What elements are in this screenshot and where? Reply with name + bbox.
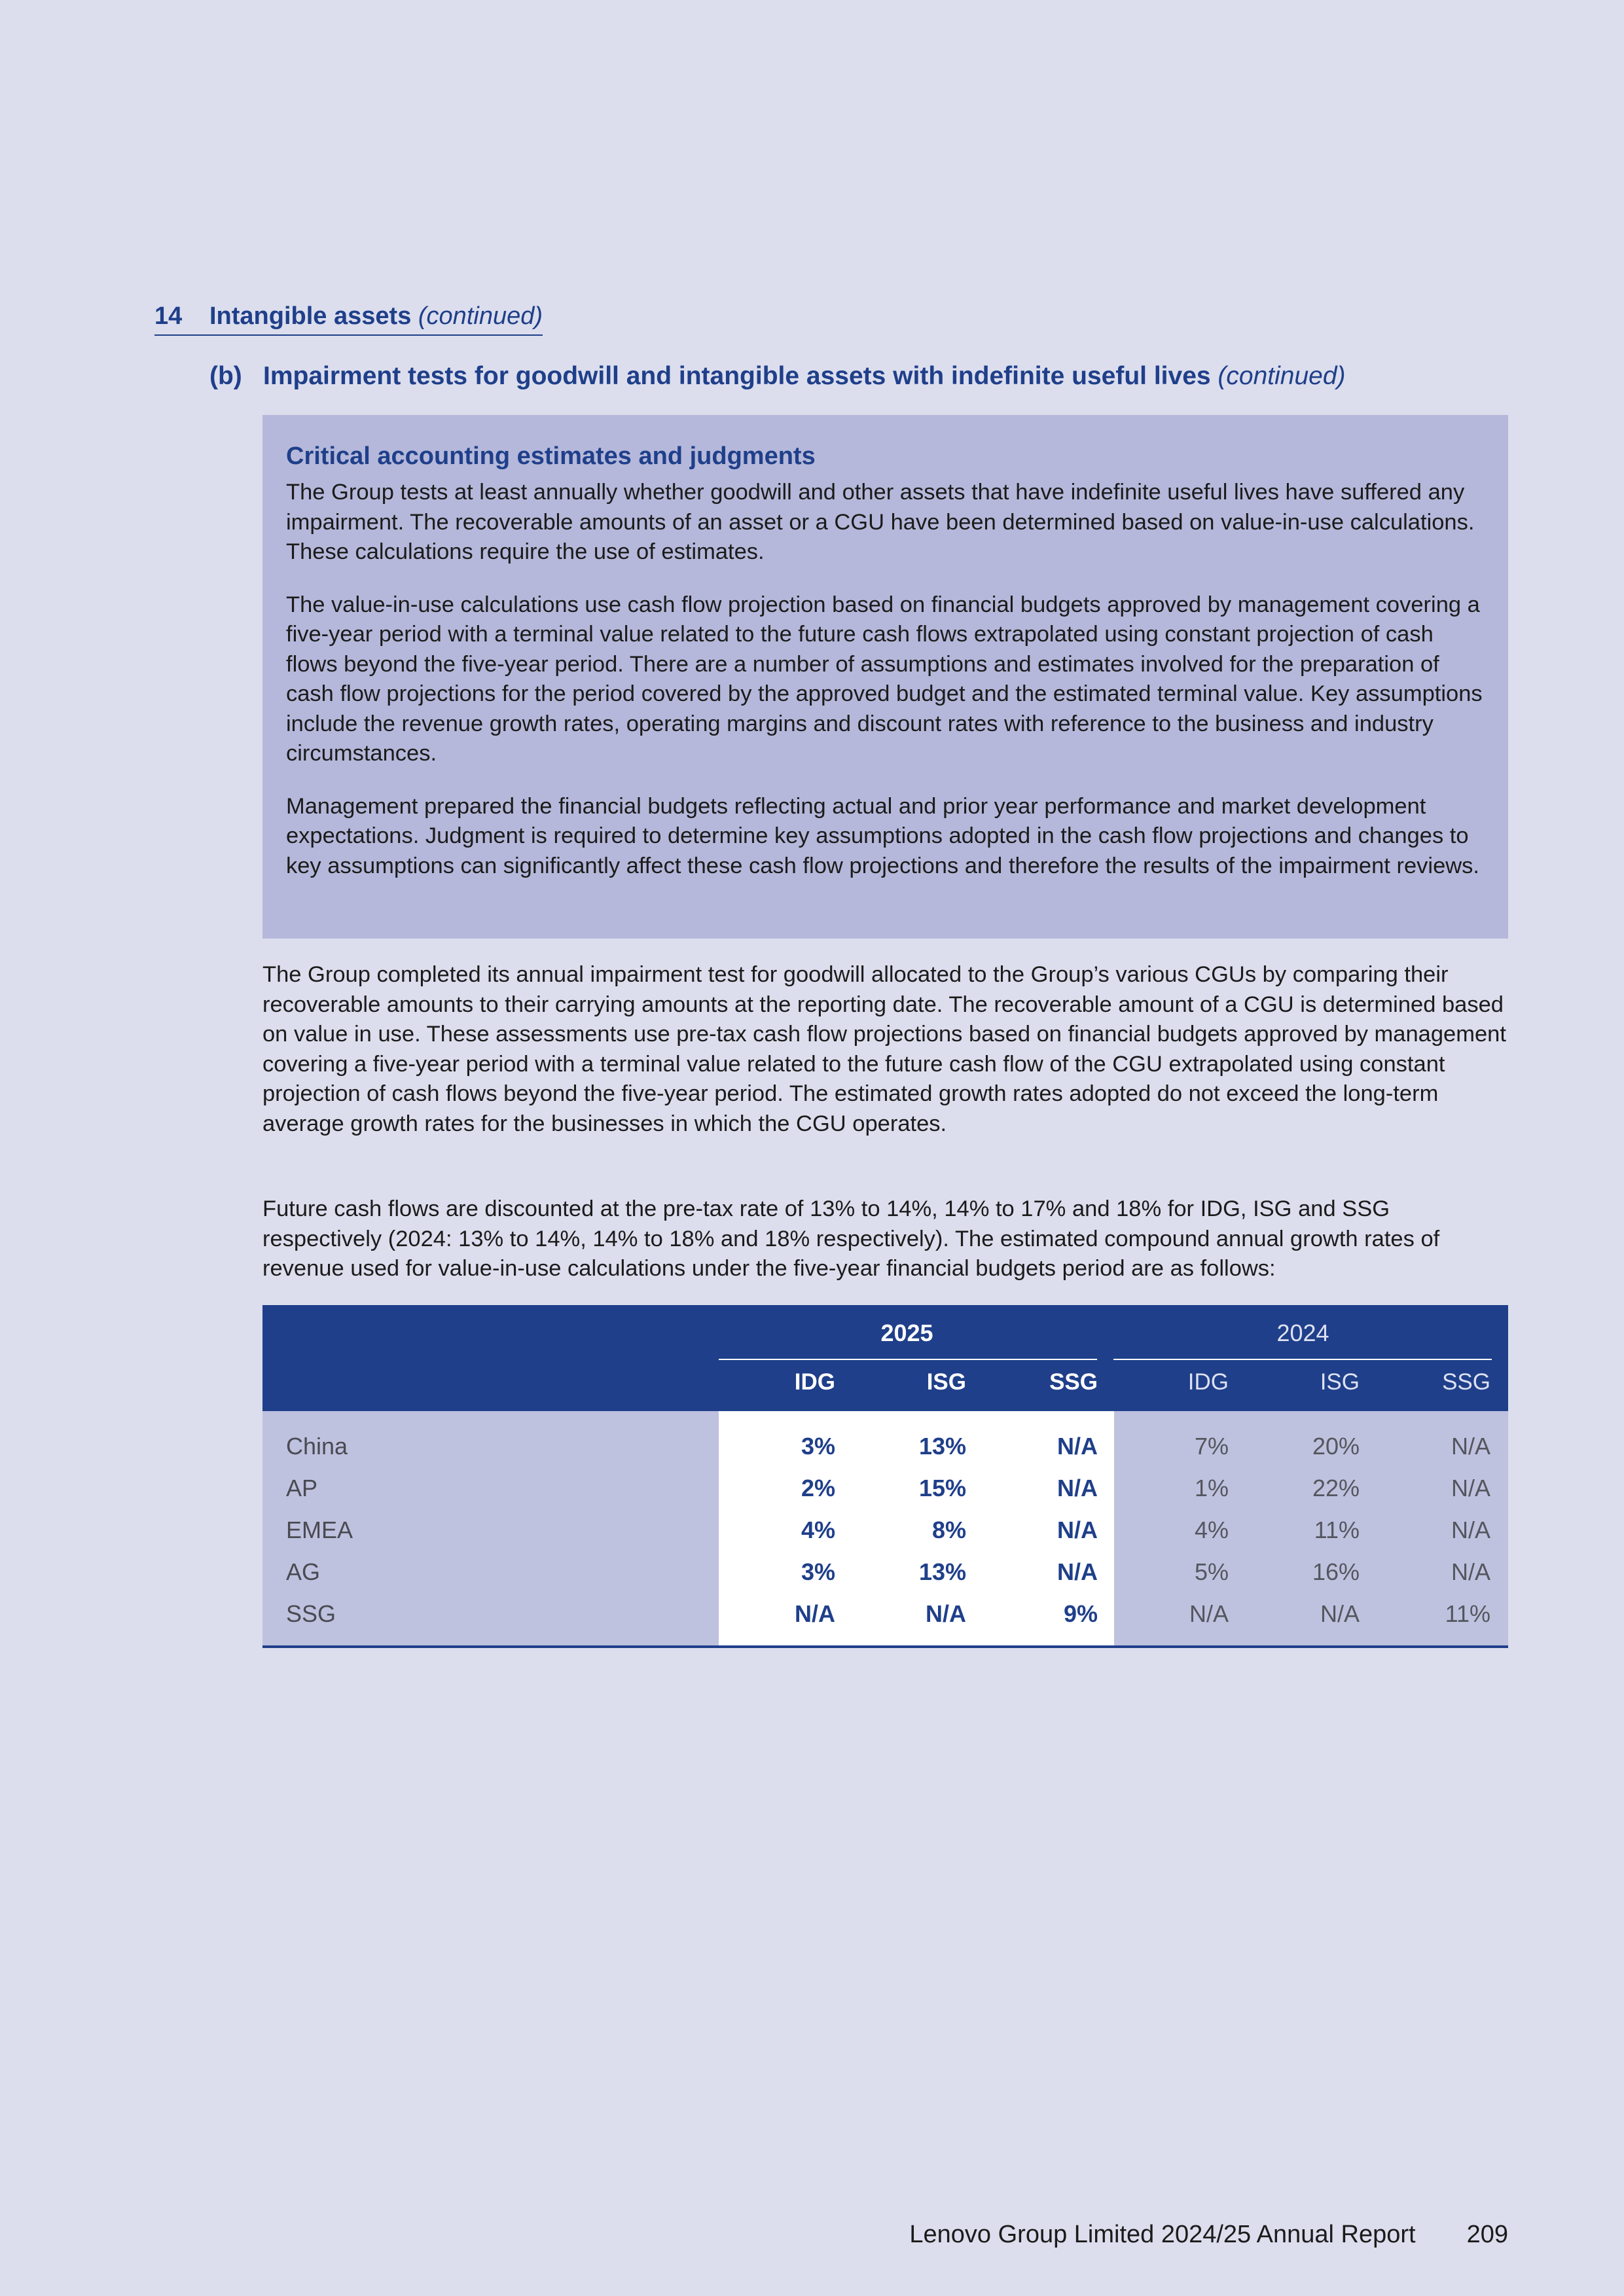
table-cell: N/A — [926, 1600, 966, 1627]
column-header: SSG — [1049, 1369, 1098, 1395]
box-paragraph: The Group tests at least annually whether goodwill and other assets that have indefinite useful lives have suffered any impairment. The recoverable amounts of an asset or a CGU have been determined based on value-in-use calculations. These calculations require the use of estimates. — [286, 480, 1475, 564]
growth-rates-table — [262, 1305, 1508, 1648]
section-title: Intangible assets — [209, 302, 412, 330]
table-cell: 4% — [1194, 1516, 1229, 1543]
table-cell: 8% — [931, 1516, 966, 1543]
table-cell: N/A — [1057, 1475, 1098, 1501]
critical-estimates-box — [262, 415, 1508, 939]
table-cell: N/A — [1451, 1475, 1490, 1501]
table-row — [262, 1509, 1508, 1551]
box-paragraph: Management prepared the financial budgets reflecting actual and prior year performance and market development expectations. Judgment is required to determine key assumptions adopted in the cash flow projections and changes to key assumptions can significantly affect these cash flow projections and therefore the results of the impairment reviews. — [286, 793, 1480, 878]
table-cell: 3% — [801, 1433, 835, 1460]
body-paragraph: Future cash flows are discounted at the pre-tax rate of 13% to 14%, 14% to 17% and 18% for IDG, ISG and SSG respectively (2024: 13% to 14%, 14% to 18% and 18% respectively). The estimated compound annual growth rates of revenue used for value-in-use calculations under the five-year financial budgets period are as follows: — [262, 1196, 1440, 1281]
column-header: ISG — [926, 1369, 966, 1395]
row-label: SSG — [286, 1600, 336, 1627]
section-heading — [154, 302, 543, 336]
box-title: Critical accounting estimates and judgments — [286, 442, 816, 470]
table-cell: 2% — [801, 1475, 835, 1501]
table-cell: 5% — [1194, 1558, 1229, 1585]
column-header: IDG — [794, 1369, 835, 1395]
row-label: EMEA — [286, 1516, 353, 1543]
table-bottom-rule — [262, 1645, 1508, 1648]
table-cell: 20% — [1312, 1433, 1360, 1460]
footer-text: Lenovo Group Limited 2024/25 Annual Report — [909, 2221, 1416, 2248]
subsection-heading — [209, 362, 1346, 391]
table-cell: 11% — [1445, 1600, 1490, 1627]
table-row — [262, 1426, 1508, 1467]
table-cell: N/A — [1451, 1433, 1490, 1460]
table-cell: N/A — [1057, 1516, 1098, 1543]
section-suffix: (continued) — [418, 302, 543, 330]
row-label: China — [286, 1433, 348, 1460]
body-paragraph: The Group completed its annual impairment test for goodwill allocated to the Group’s various CGUs by comparing their recoverable amounts to their carrying amounts at the reporting date. The recoverable amount of a CGU is determined based on value in use. These assessments use pre-tax cash flow projections based on financial budgets approved by management covering a five-year period with a terminal value related to the future cash flow of the CGU extrapolated using constant projection of cash flows beyond the five-year period. The estimated growth rates adopted do not exceed the long-term average growth rates for the businesses in which the CGU operates. — [262, 962, 1506, 1136]
year-underline — [1113, 1359, 1492, 1360]
table-cell: 11% — [1314, 1516, 1360, 1543]
table-header — [262, 1305, 1508, 1411]
year-header-2025: 2025 — [880, 1319, 933, 1346]
year-header-2024: 2024 — [1276, 1319, 1329, 1346]
box-paragraph: The value-in-use calculations use cash flow projection based on financial budgets approved by management covering a five-year period with a terminal value related to the future cash flows extrapolated using constant projection of cash flows beyond the five-year period. There are a number of assumptions and estimates involved for the preparation of cash flow projections for the period covered by the approved budget and the estimated terminal value. Key assumptions include the revenue growth rates, operating margins and discount rates with reference to the business and industry circumstances. — [286, 592, 1483, 766]
table-cell: N/A — [1189, 1600, 1229, 1627]
column-header: SSG — [1442, 1369, 1490, 1395]
table-row — [262, 1551, 1508, 1593]
table-cell: N/A — [1451, 1558, 1490, 1585]
table-cell: 16% — [1312, 1558, 1360, 1585]
subsection-suffix: (continued) — [1218, 362, 1346, 390]
row-label: AP — [286, 1475, 318, 1501]
column-header: IDG — [1187, 1369, 1229, 1395]
table-cell: 1% — [1194, 1475, 1229, 1501]
table-cell: 22% — [1312, 1475, 1360, 1501]
table-body — [262, 1411, 1508, 1647]
table-cell: 13% — [918, 1433, 966, 1460]
page-number: 209 — [1466, 2221, 1508, 2248]
table-cell: 4% — [801, 1516, 835, 1543]
table-cell: N/A — [1451, 1516, 1490, 1543]
table-cell: 7% — [1194, 1433, 1229, 1460]
table-cell: N/A — [795, 1600, 835, 1627]
column-header: ISG — [1320, 1369, 1360, 1395]
table-cell: N/A — [1057, 1433, 1098, 1460]
page-footer — [909, 2221, 1508, 2249]
table-cell: N/A — [1057, 1558, 1098, 1585]
subsection-title: Impairment tests for goodwill and intangible assets with indefinite useful lives — [263, 362, 1211, 390]
table-cell: 3% — [801, 1558, 835, 1585]
table-cell: 15% — [918, 1475, 966, 1501]
row-label: AG — [286, 1558, 321, 1585]
table-cell: 13% — [918, 1558, 966, 1585]
table-cell: N/A — [1320, 1600, 1360, 1627]
section-number: 14 — [154, 302, 183, 330]
subsection-label: (b) — [209, 362, 242, 390]
table-row — [262, 1467, 1508, 1509]
table-cell: 9% — [1063, 1600, 1098, 1627]
table-row — [262, 1593, 1508, 1635]
year-underline — [719, 1359, 1097, 1360]
